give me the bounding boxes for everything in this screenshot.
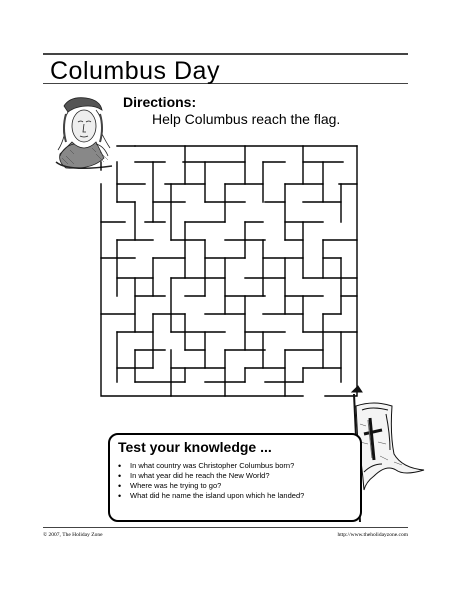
maze <box>95 140 365 400</box>
footer-url[interactable]: http://www.theholidayzone.com <box>337 532 408 538</box>
list-item: • Where was he trying to go? <box>118 481 304 491</box>
directions-heading: Directions: <box>123 94 197 110</box>
footer-rule <box>43 527 408 528</box>
page-title: Columbus Day <box>50 57 220 85</box>
list-item: • In what year did he reach the New World? <box>118 471 304 481</box>
directions-text: Help Columbus reach the flag. <box>152 111 341 127</box>
list-item: • What did he name the island upon which he landed? <box>118 491 304 501</box>
top-rule-thick <box>43 53 408 55</box>
quiz-questions <box>118 461 304 501</box>
quiz-box <box>108 433 362 522</box>
footer-copyright: © 2007, The Holiday Zone <box>43 532 103 538</box>
list-item: • In what country was Christopher Columbus born? <box>118 461 304 471</box>
quiz-title: Test your knowledge ... <box>118 439 272 455</box>
